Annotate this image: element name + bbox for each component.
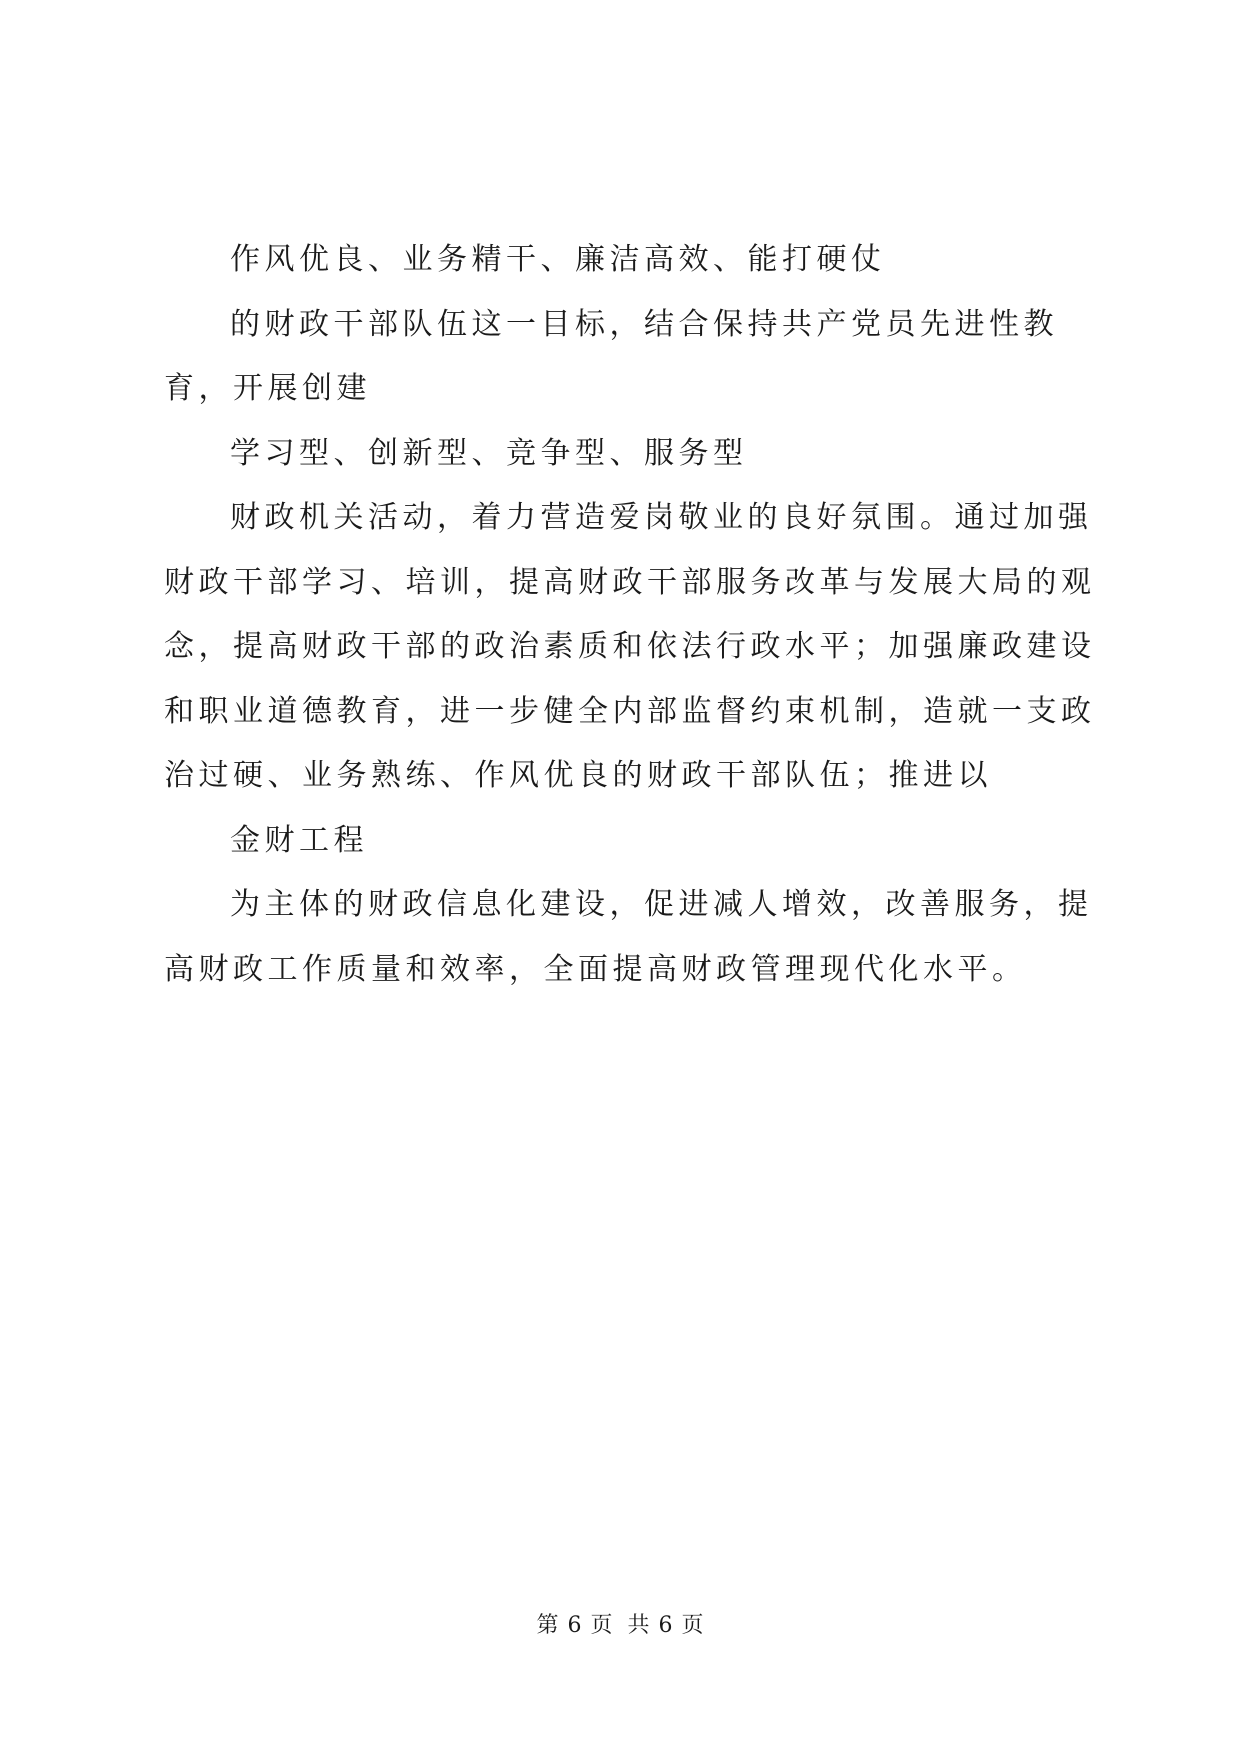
paragraph: 作风优良、业务精干、廉洁高效、能打硬仗: [230, 242, 886, 277]
page-footer: [0, 1608, 1241, 1639]
paragraph: 财政机关活动，着力营造爱岗敬业的良好氛围。通过加强财政干部学习、培训，提高财政干部服务改革与发展大局的观念，提高财政干部的政治素质和依法行政水平；加强廉政建设和职业道德教育，进一步健全内部监督约束机制，造就一支政治过硬、业务熟练、作风优良的财政干部队伍；推进以: [164, 500, 1096, 793]
page-number: 第 6 页: [536, 1613, 614, 1638]
document-body: [164, 228, 1104, 1002]
paragraph: 金财工程: [230, 822, 368, 858]
paragraph: 学习型、创新型、竞争型、服务型: [230, 435, 748, 471]
paragraph: 的财政干部队伍这一目标，结合保持共产党员先进性教育，开展创建: [164, 306, 1058, 406]
page-total: 共 6 页: [627, 1613, 705, 1638]
paragraph: 为主体的财政信息化建设，促进减人增效，改善服务，提高财政工作质量和效率，全面提高财政管理现代化水平。: [164, 887, 1093, 987]
